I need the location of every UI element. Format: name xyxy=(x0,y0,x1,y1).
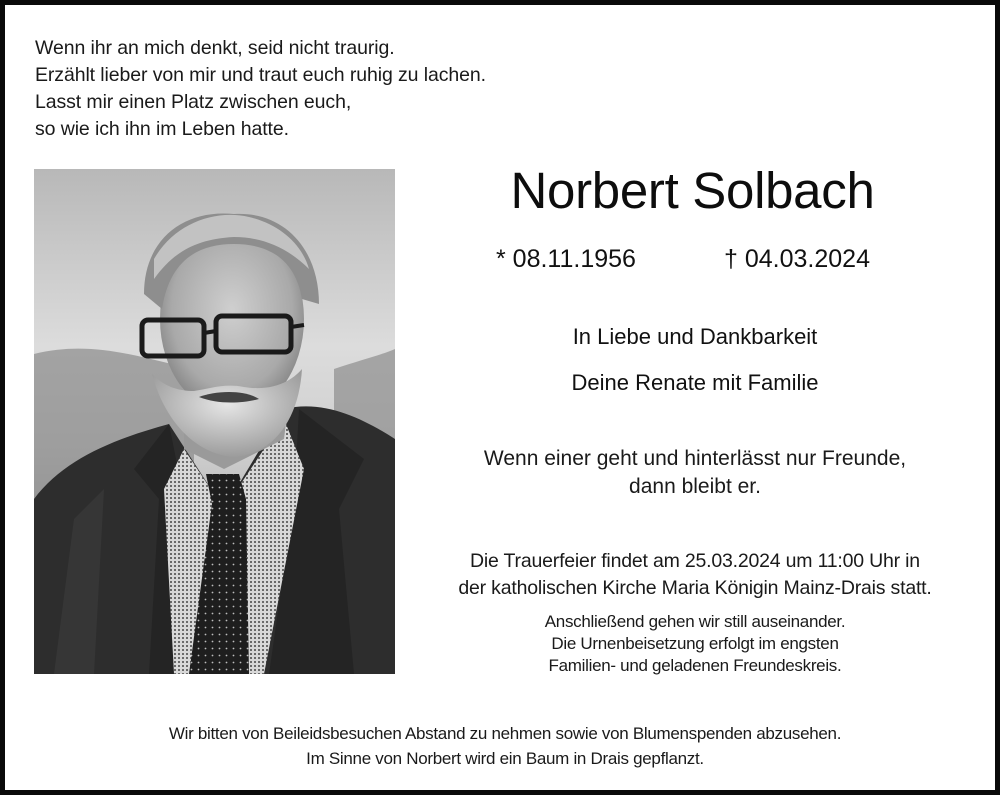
after-service-line: Familien- und geladenen Freundeskreis. xyxy=(548,656,842,675)
service-line: der katholischen Kirche Maria Königin Mainz-Drais statt. xyxy=(458,577,932,599)
after-service-line: Die Urnenbeisetzung erfolgt im engsten xyxy=(551,634,839,653)
memorial-quote xyxy=(405,445,985,501)
death-date: † 04.03.2024 xyxy=(724,245,870,273)
after-service-line: Anschließend gehen wir still auseinander. xyxy=(544,612,846,631)
birth-date: * 08.11.1956 xyxy=(496,245,636,273)
footer-notice xyxy=(5,721,1000,771)
opening-poem xyxy=(35,35,486,143)
quote-line: dann bleibt er. xyxy=(629,475,761,498)
funeral-service-info xyxy=(400,548,990,602)
after-service-info xyxy=(405,611,985,677)
dedication-text: In Liebe und Dankbarkeit xyxy=(572,324,818,349)
poem-line: Lasst mir einen Platz zwischen euch, xyxy=(35,91,352,113)
poem-line: Wenn ihr an mich denkt, seid nicht traurig. xyxy=(35,37,395,59)
poem-line: Erzählt lieber von mir und traut euch ruhig zu lachen. xyxy=(35,64,486,86)
service-line: Die Trauerfeier findet am 25.03.2024 um 11:00 Uhr in xyxy=(470,550,920,572)
quote-line: Wenn einer geht und hinterlässt nur Freunde, xyxy=(483,447,907,470)
footer-line: Wir bitten von Beileidsbesuchen Abstand zu nehmen sowie von Blumenspenden abzusehen. xyxy=(168,724,842,743)
poem-line: so wie ich ihn im Leben hatte. xyxy=(35,118,289,140)
mourners-signature: Deine Renate mit Familie xyxy=(571,370,819,395)
footer-line: Im Sinne von Norbert wird ein Baum in Drais gepflanzt. xyxy=(306,749,704,768)
portrait-photo xyxy=(34,169,395,674)
deceased-name: Norbert Solbach xyxy=(510,162,875,219)
